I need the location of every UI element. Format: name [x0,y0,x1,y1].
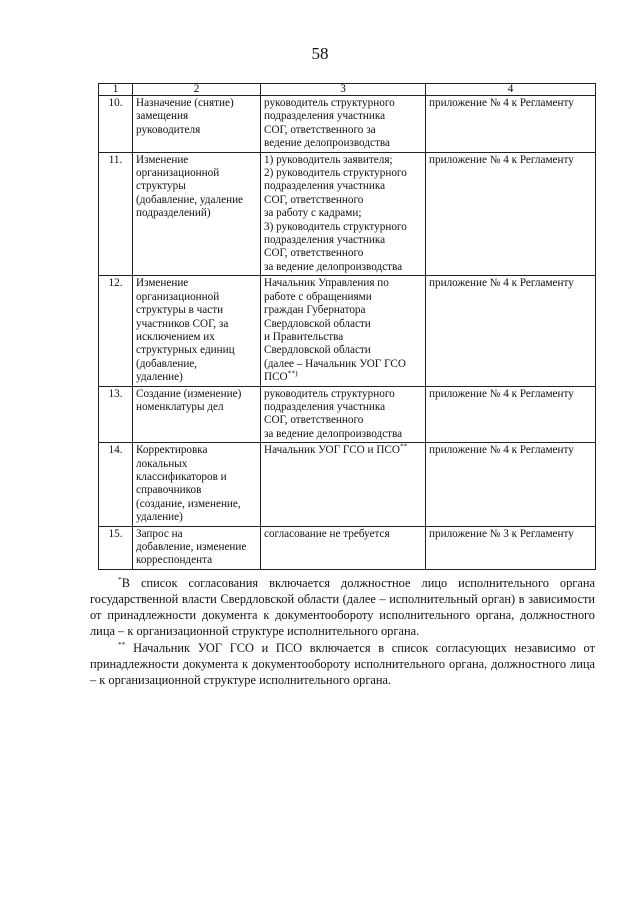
table-row [99,152,596,276]
column-header: 2 [133,84,261,96]
action-cell: Изменение организационной структуры в части участников СОГ, за исключением их структурных единиц (добавление, удаление) [133,276,261,386]
row-number: 12. [99,276,133,386]
action-cell: Назначение (снятие) замещения руководителя [133,96,261,153]
approver-cell [261,386,426,443]
action-cell: Запрос на добавление, изменение корреспондента [133,526,261,569]
annex-cell: приложение № 4 к Регламенту [426,96,596,153]
action-cell: Изменение организационной структуры (добавление, удаление подразделений) [133,152,261,276]
regulation-table [98,83,596,570]
column-header: 4 [426,84,596,96]
table-row [99,386,596,443]
table-row [99,443,596,526]
footnote-text: Начальник УОГ ГСО и ПСО включается в список согласующих независимо от принадлежности документа к документообороту исполнительного органа, должностного лица – к организационной структуре исполнительного органа. [90,641,595,687]
column-header: 1 [99,84,133,96]
footnote-mark: * [118,574,122,584]
row-number: 14. [99,443,133,526]
row-number: 11. [99,152,133,276]
row-number: 10. [99,96,133,153]
annex-cell: приложение № 4 к Регламенту [426,386,596,443]
annex-cell: приложение № 4 к Регламенту [426,443,596,526]
approver-cell [261,443,426,526]
approver-footnote-mark: ** [399,441,408,451]
approver-text: руководитель структурного подразделения участника СОГ, ответственного за ведение делопроизводства [264,97,395,150]
annex-cell: приложение № 3 к Регламенту [426,526,596,569]
approver-cell [261,526,426,569]
row-number: 15. [99,526,133,569]
table-row [99,276,596,386]
approver-cell [261,276,426,386]
footnote-text: В список согласования включается должностное лицо исполнительного органа государственной власти Свердловской области (далее – исполнительный орган) в зависимости от принадлежности документа к документообороту исполнительного органа, должностного лица – к организационной структуре исполнительного органа. [90,576,595,638]
column-header: 3 [261,84,426,96]
row-number: 13. [99,386,133,443]
action-cell: Создание (изменение) номенклатуры дел [133,386,261,443]
approver-text: 1) руководитель заявителя; 2) руководитель структурного подразделения участника СОГ, ответственного за работу с кадрами; 3) руководитель структурного подразделения участника СОГ, ответственного за ведение делопроизводства [264,153,407,273]
footnotes [90,575,595,689]
table-header-row [99,84,596,96]
footnote-mark: ** [118,639,126,649]
annex-cell: приложение № 4 к Регламенту [426,276,596,386]
table-row [99,526,596,569]
approver-text: руководитель структурного подразделения участника СОГ, ответственного за ведение делопроизводства [264,387,403,440]
approver-cell [261,96,426,153]
footnote [90,640,595,688]
footnote [90,575,595,639]
action-cell: Корректировка локальных классификаторов и справочников (создание, изменение, удаление) [133,443,261,526]
approver-footnote-mark: **) [287,368,298,378]
approver-text: согласование не требуется [264,527,390,540]
annex-cell: приложение № 4 к Регламенту [426,152,596,276]
page-number: 58 [311,44,329,63]
table-row [99,96,596,153]
approver-cell [261,152,426,276]
approver-text: Начальник Управления по работе с обращениями граждан Губернатора Свердловской области и Правительства Свердловской области (далее – Начальник УОГ ГСО ПСО [264,277,406,384]
approver-text: Начальник УОГ ГСО и ПСО [264,444,400,457]
